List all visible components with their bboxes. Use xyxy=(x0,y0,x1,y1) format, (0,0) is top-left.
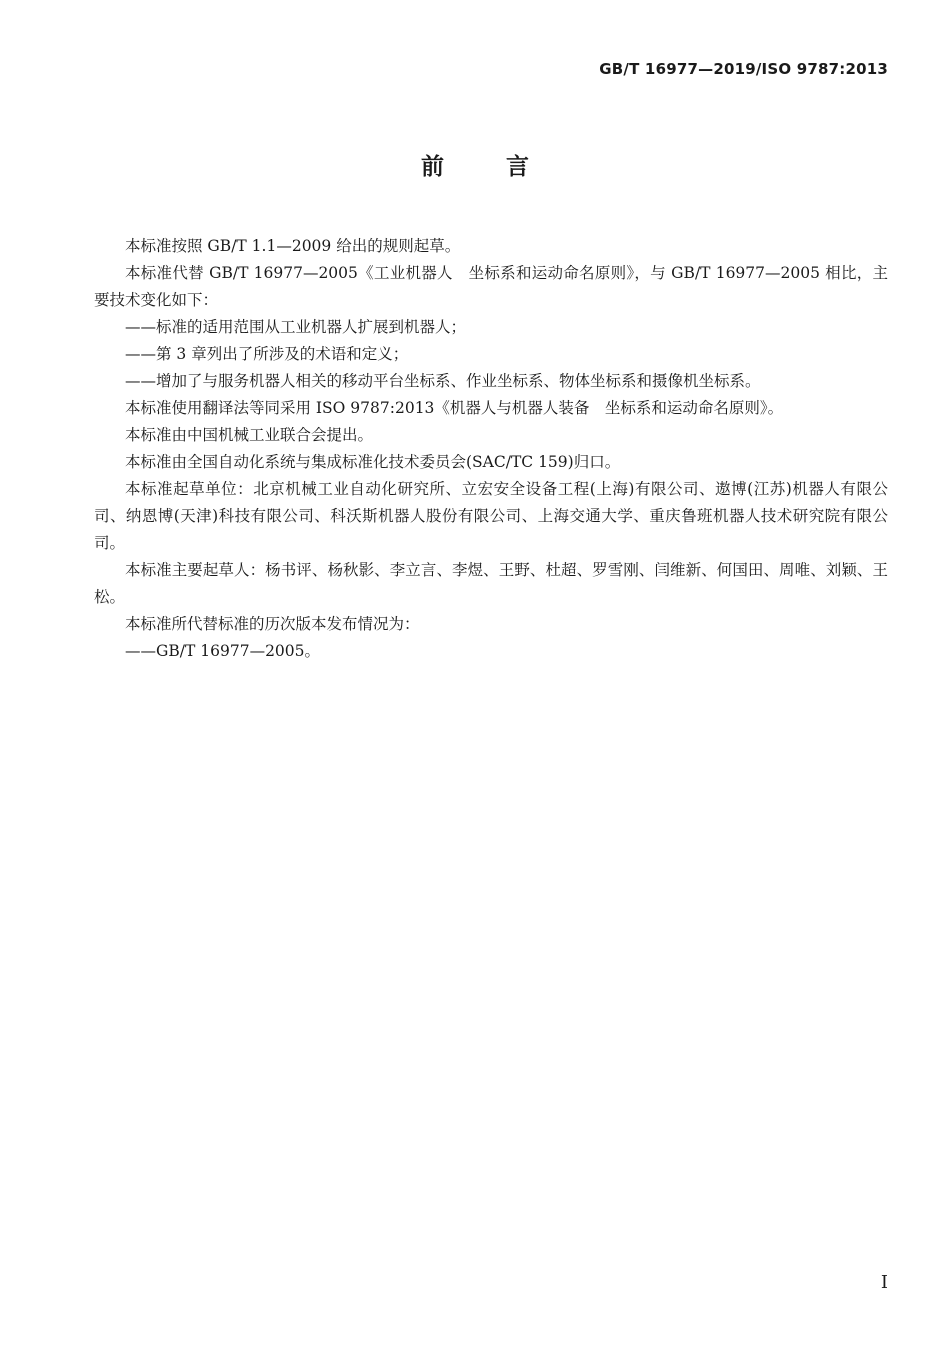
paragraph-previous-editions: 本标准所代替标准的历次版本发布情况为： xyxy=(125,615,420,633)
paragraph-drafters: 本标准主要起草人：杨书评、杨秋影、李立言、李煜、王野、杜超、罗雪刚、闫维新、何国田、周唯、刘颖、王松。 xyxy=(94,561,888,606)
paragraph-drafting-units: 本标准起草单位：北京机械工业自动化研究所、立宏安全设备工程(上海)有限公司、遨博(江苏)机器人有限公司、纳恩博(天津)科技有限公司、科沃斯机器人股份有限公司、上海交通大学、重庆鲁班机器人技术研究院有限公司。 xyxy=(94,480,888,552)
list-item-coordinate-systems: ——增加了与服务机器人相关的移动平台坐标系、作业坐标系、物体坐标系和摄像机坐标系。 xyxy=(125,372,761,390)
paragraph-centralized-by: 本标准由全国自动化系统与集成标准化技术委员会(SAC/TC 159)归口。 xyxy=(125,453,621,471)
page-title: 前言 xyxy=(421,154,591,180)
paragraph-replaces: 本标准代替 GB/T 16977—2005《工业机器人 坐标系和运动命名原则》，与 GB/T 16977—2005 相比，主要技术变化如下： xyxy=(94,264,888,309)
list-item-previous-edition: ——GB/T 16977—2005。 xyxy=(125,642,321,660)
standard-number-header: GB/T 16977—2019/ISO 9787:2013 xyxy=(599,60,888,78)
paragraph-drafting-rules: 本标准按照 GB/T 1.1—2009 给出的规则起草。 xyxy=(125,237,461,255)
foreword-body xyxy=(94,233,888,665)
page-number: I xyxy=(880,1272,888,1293)
paragraph-proposed-by: 本标准由中国机械工业联合会提出。 xyxy=(125,426,374,444)
list-item-scope-change: ——标准的适用范围从工业机器人扩展到机器人； xyxy=(125,318,467,336)
list-item-terms-definitions: ——第 3 章列出了所涉及的术语和定义； xyxy=(125,345,409,363)
paragraph-adoption: 本标准使用翻译法等同采用 ISO 9787:2013《机器人与机器人装备 坐标系和运动命名原则》。 xyxy=(125,399,784,417)
